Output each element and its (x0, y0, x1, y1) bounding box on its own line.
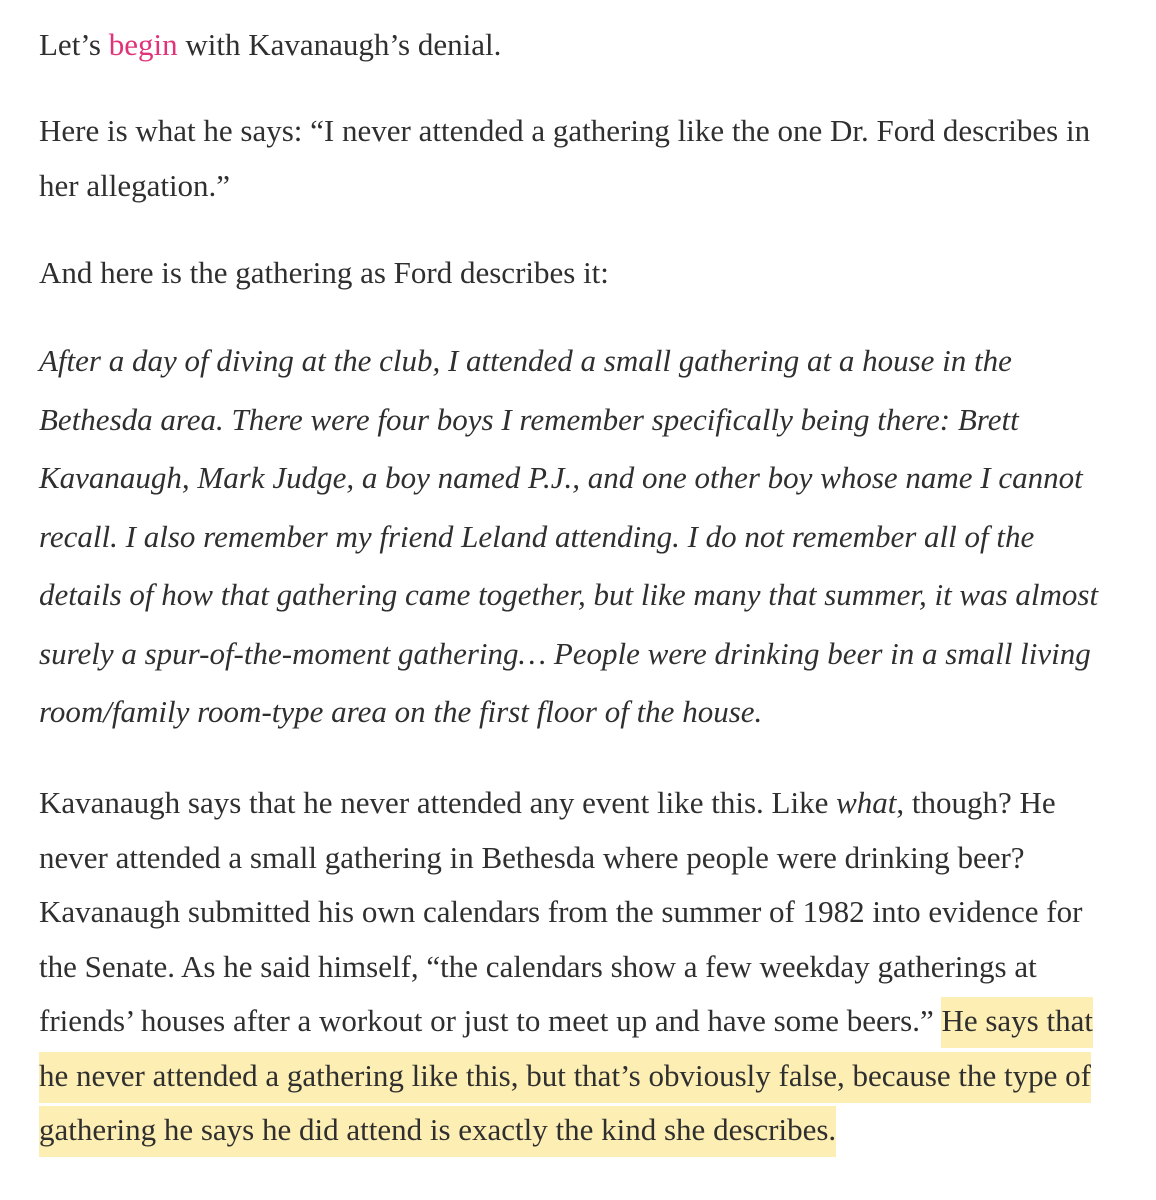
intro-post: with Kavanaugh’s denial. (177, 27, 502, 62)
intro-paragraph (39, 18, 501, 73)
claim-paragraph: Here is what he says: “I never attended a gathering like the one Dr. Ford describes in her allegation.” (39, 113, 1091, 203)
analysis-text-1: Kavanaugh says that he never attended any event like this. Like (39, 785, 837, 820)
lead-in-paragraph: And here is the gathering as Ford describes it: (39, 255, 609, 290)
ford-quote-blockquote: After a day of diving at the club, I attended a small gathering at a house in the Bethesda area. There were four boys I remember specifically being there: Brett Kavanaugh, Mark Judge, a boy named P.J., and one other boy whose name I cannot recall. I also remember my friend Leland attending. I do not remember all of the details of how that gathering came together, but like many that summer, it was almost surely a spur-of-the-moment gathering… People were drinking beer in a small living room/family room-type area on the first floor of the house. (39, 343, 1099, 729)
begin-link[interactable]: begin (108, 27, 178, 62)
analysis-text-2: , though? He never attended a small gathering in Bethesda where people were drinking beer? Kavanaugh submitted his own calendars from the summer of 1982 into evidence for the Senate. As he said himself, “the calendars show a few weekday gatherings at friends’ houses after a workout or just to meet up and have some beers.” (39, 785, 1083, 1038)
intro-pre: Let’s (39, 27, 109, 62)
analysis-paragraph (39, 776, 1099, 1158)
analysis-emphasis: what (836, 785, 897, 820)
highlighted-passage[interactable]: He says that he never attended a gathering like this, but that’s obviously false, because the type of gathering he says he did attend is exactly the kind she describes. (39, 997, 1093, 1157)
